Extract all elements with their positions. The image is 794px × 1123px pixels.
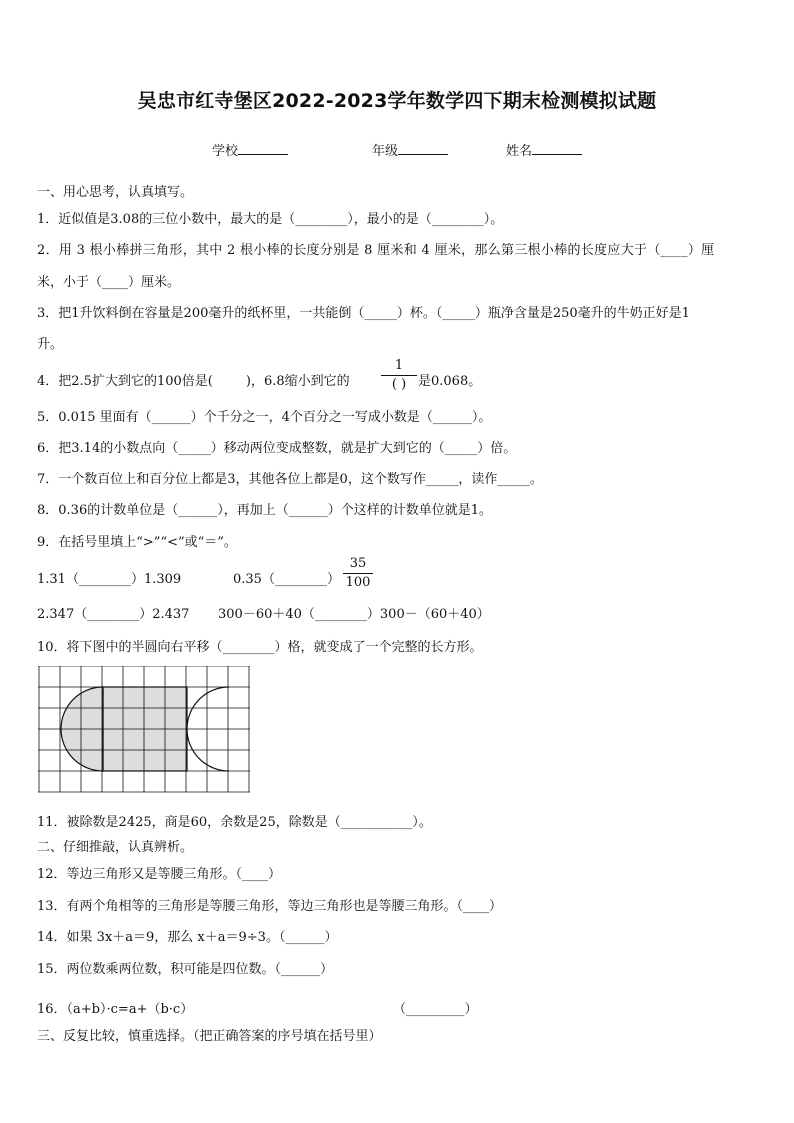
name-label: 姓名 — [506, 144, 533, 159]
question-12: 12．等边三角形又是等腰三角形。（____） — [37, 867, 282, 882]
question-6: 6．把3.14的小数点向（_____）移动两位变成整数，就是扩大到它的（_____）倍。 — [37, 441, 517, 456]
page-title: 吴忠市红寺堡区2022-2023学年数学四下期末检测模拟试题 — [137, 90, 657, 112]
school-label: 学校 — [212, 144, 239, 159]
question-2-line-2: 米，小于（____）厘米。 — [37, 275, 181, 290]
question-4-prefix: 4．把2.5扩大到它的100倍是( )，6.8缩小到它的 — [37, 374, 350, 389]
grade-blank[interactable] — [398, 143, 448, 155]
question-9-fraction — [343, 556, 373, 591]
question-5: 5．0.015 里面有（______）个千分之一，4个百分之一写成小数是（______）。 — [37, 410, 492, 425]
question-8: 8．0.36的计数单位是（______），再加上（______）个这样的计数单位就是1。 — [37, 503, 492, 518]
name-field — [506, 140, 582, 159]
fraction-bar — [343, 573, 373, 574]
section-2-heading: 二、仔细推敲，认真辨析。 — [37, 840, 194, 855]
question-9-item-4: 300－60＋40（________）300－（60＋40） — [218, 607, 490, 622]
grid-figure — [38, 666, 252, 796]
question-9-item-3: 2.347（________）2.437 — [37, 607, 190, 622]
question-3-line-2: 升。 — [37, 337, 64, 352]
question-15: 15．两位数乘两位数，积可能是四位数。（______） — [37, 962, 334, 977]
section-1-heading: 一、用心思考，认真填写。 — [37, 185, 194, 200]
question-14: 14．如果 3x＋a＝9，那么 x＋a＝9÷3。（______） — [37, 930, 338, 945]
grade-field — [372, 140, 448, 159]
fraction-numerator: 35 — [349, 556, 367, 571]
name-blank[interactable] — [532, 143, 582, 155]
fraction-denominator: ( ) — [391, 377, 407, 392]
question-3-line-1: 3．把1升饮料倒在容量是200毫升的纸杯里，一共能倒（_____）杯。（_____）瓶净含量是250毫升的牛奶正好是1 — [37, 306, 690, 321]
question-4-fraction — [381, 358, 417, 393]
question-9: 9．在括号里填上“>”“<”或“＝”。 — [37, 535, 237, 550]
question-16-answer-blank: （_________） — [393, 1002, 478, 1017]
grid-lines — [38, 666, 250, 792]
grade-label: 年级 — [372, 144, 399, 159]
question-4-suffix: 是0.068。 — [418, 374, 482, 389]
question-2-line-1: 2．用 3 根小棒拼三角形，其中 2 根小棒的长度分别是 8 厘米和 4 厘米，那么第三根小棒的长度应大于（____）厘 — [37, 243, 715, 258]
school-blank[interactable] — [238, 143, 288, 155]
question-11: 11．被除数是2425，商是60，余数是25，除数是（___________）。 — [37, 815, 432, 830]
fraction-bar — [381, 375, 417, 376]
question-9-item-2: 0.35（________） — [233, 572, 340, 587]
fraction-numerator: 1 — [394, 358, 404, 373]
section-3-heading: 三、反复比较，慎重选择。（把正确答案的序号填在括号里） — [37, 1029, 382, 1044]
question-16: 16．（a+b）·c=a+（b·c） — [37, 1002, 194, 1017]
question-10: 10．将下图中的半圆向右平移（________）格，就变成了一个完整的长方形。 — [37, 640, 483, 655]
question-9-item-1: 1.31（________）1.309 — [37, 572, 182, 587]
school-field — [212, 140, 288, 159]
question-13: 13．有两个角相等的三角形是等腰三角形，等边三角形也是等腰三角形。（____） — [37, 899, 503, 914]
fraction-denominator: 100 — [345, 575, 371, 590]
question-1: 1．近似值是3.08的三位小数中，最大的是（________），最小的是（________）。 — [37, 212, 504, 227]
question-7: 7．一个数百位上和百分位上都是3，其他各位上都是0，这个数写作_____，读作_____。 — [37, 472, 543, 487]
